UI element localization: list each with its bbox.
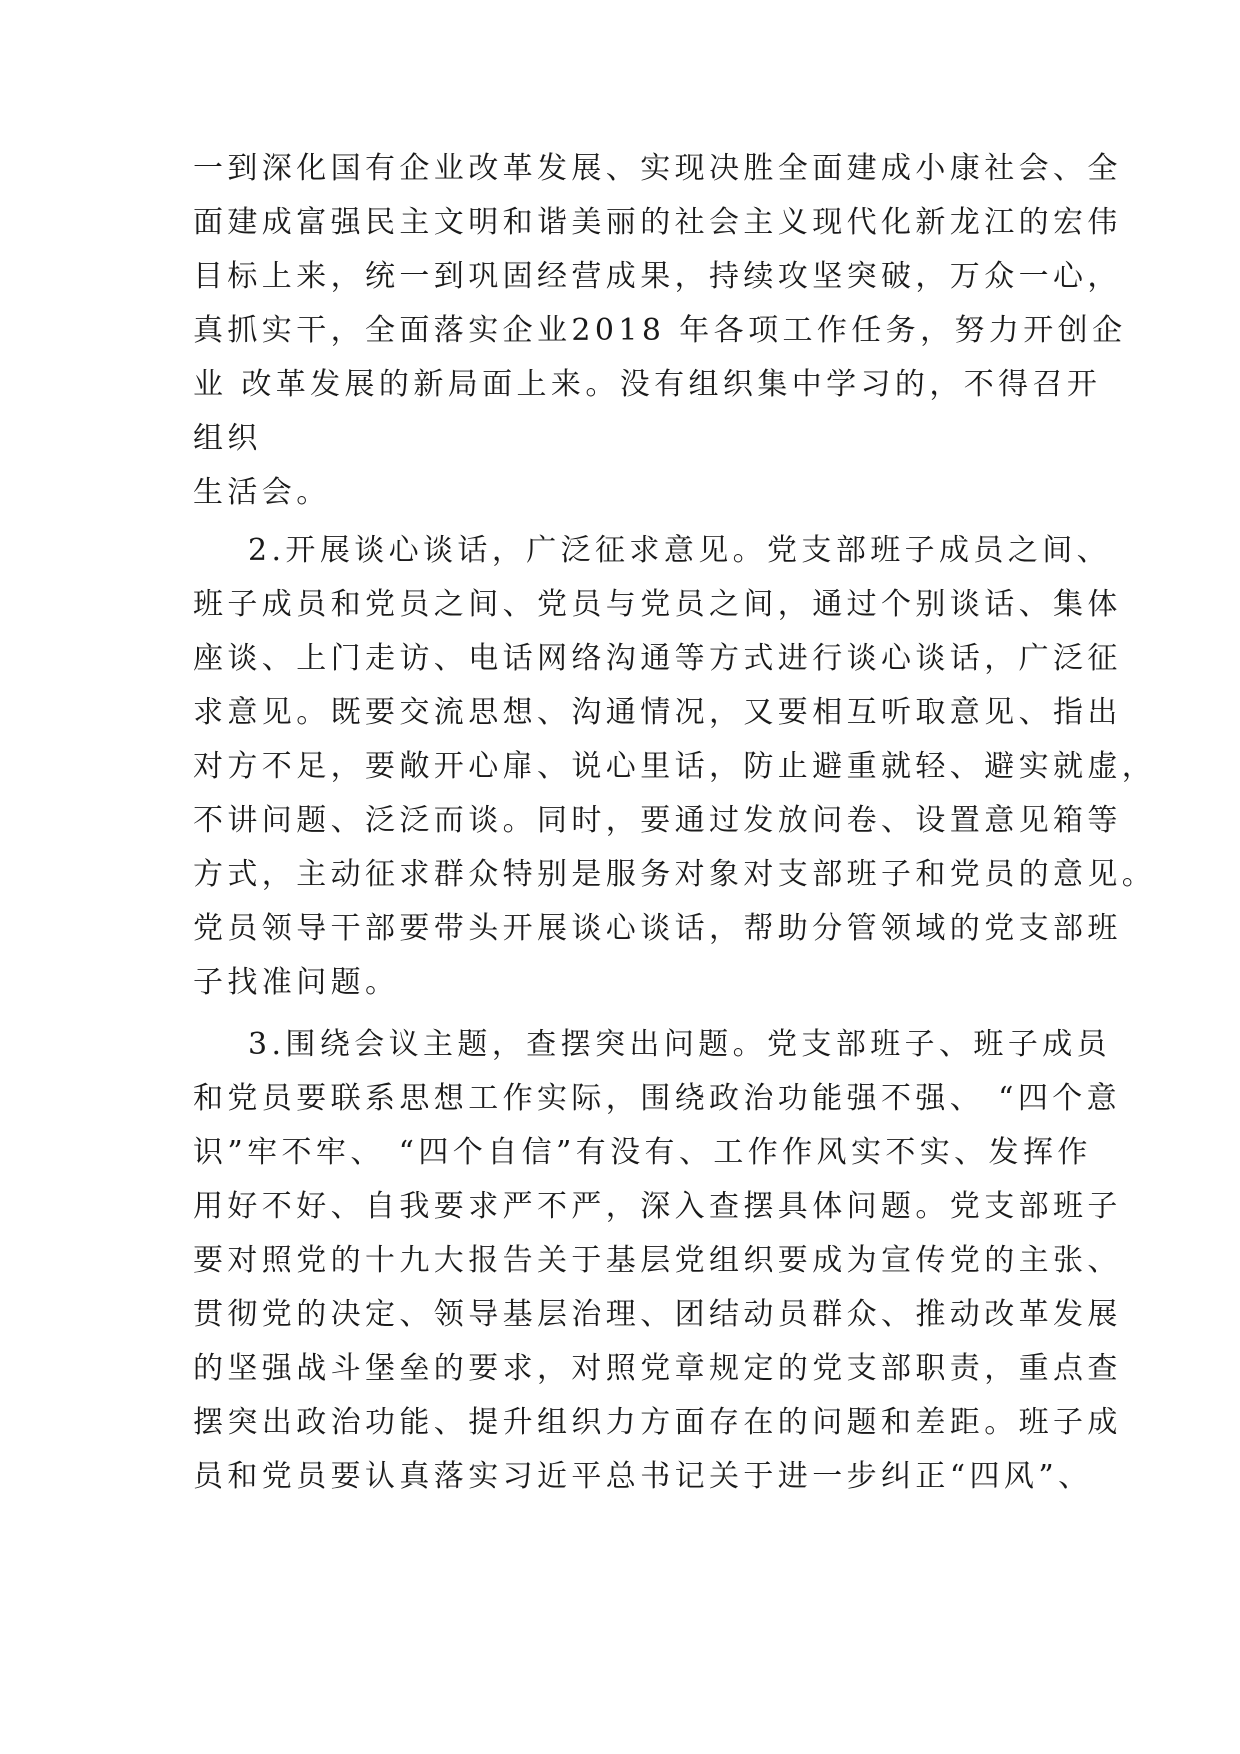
text-line: 面建成富强民主文明和谐美丽的社会主义现代化新龙江的宏伟 [193, 205, 1122, 240]
text-line: 子找准问题。 [193, 965, 400, 1000]
text-line: 用好不好、自我要求严不严，深入查摆具体问题。党支部班子 [193, 1189, 1122, 1224]
text-line: 目标上来，统一到巩固经营成果，持续攻坚突破，万众一心， [193, 259, 1122, 294]
text-line: 要对照党的十九大报告关于基层党组织要成为宣传党的主张、 [193, 1243, 1122, 1278]
text-line: 识”牢不牢、 “四个自信”有没有、工作作风实不实、发挥作 [193, 1135, 1092, 1170]
text-line: 对方不足，要敞开心扉、说心里话，防止避重就轻、避实就虚， [193, 749, 1157, 784]
text-line: 不讲问题、泛泛而谈。同时，要通过发放问卷、设置意见箱等 [193, 803, 1122, 838]
paragraph-3-first-line: 3.围绕会议主题，查摆突出问题。党支部班子、班子成员 [248, 1027, 1112, 1062]
paragraph-2-first-line: 2.开展谈心谈话，广泛征求意见。党支部班子成员之间、 [248, 533, 1112, 568]
text-line: 党员领导干部要带头开展谈心谈话，帮助分管领域的党支部班 [193, 911, 1122, 946]
text-line: 贯彻党的决定、领导基层治理、团结动员群众、推动改革发展 [193, 1297, 1122, 1332]
text-line: 和党员要联系思想工作实际，围绕政治功能强不强、 “四个意 [193, 1081, 1122, 1116]
text-line: 组织 [193, 421, 262, 456]
text-line: 班子成员和党员之间、党员与党员之间，通过个别谈话、集体 [193, 587, 1122, 622]
text-line: 摆突出政治功能、提升组织力方面存在的问题和差距。班子成 [193, 1405, 1122, 1440]
text-line: 的坚强战斗堡垒的要求，对照党章规定的党支部职责，重点查 [193, 1351, 1122, 1386]
text-line: 业 改革发展的新局面上来。没有组织集中学习的，不得召开 [193, 367, 1102, 402]
text-line: 生活会。 [193, 475, 331, 510]
text-line: 真抓实干，全面落实企业2018 年各项工作任务，努力开创企 [193, 313, 1127, 348]
text-line: 员和党员要认真落实习近平总书记关于进一步纠正“四风”、 [193, 1459, 1093, 1494]
text-line: 方式，主动征求群众特别是服务对象对支部班子和党员的意见。 [193, 857, 1157, 892]
text-line: 一到深化国有企业改革发展、实现决胜全面建成小康社会、全 [193, 151, 1122, 186]
text-line: 求意见。既要交流思想、沟通情况，又要相互听取意见、指出 [193, 695, 1122, 730]
text-line: 座谈、上门走访、电话网络沟通等方式进行谈心谈话，广泛征 [193, 641, 1122, 676]
